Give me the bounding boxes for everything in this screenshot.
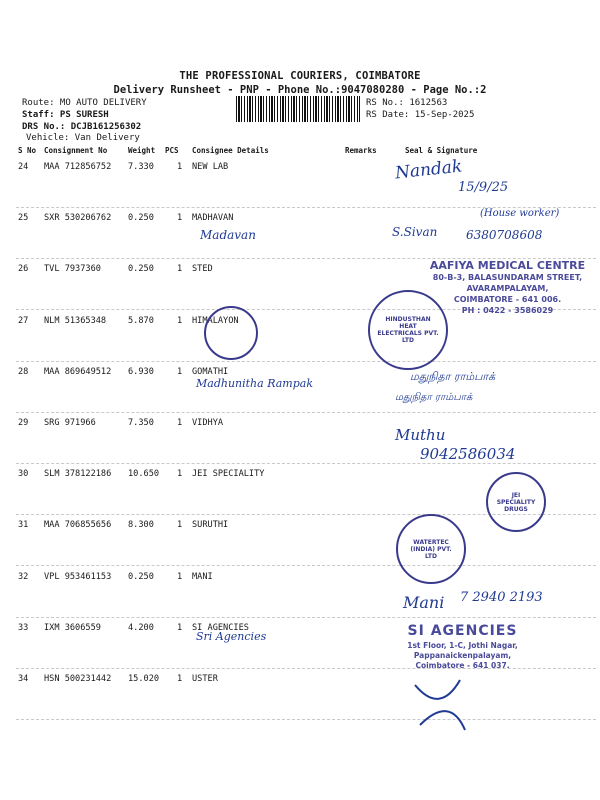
row-consignee: USTER (192, 674, 218, 684)
row-consignee: HIMALAYON (192, 315, 239, 326)
row-consignment: SLM 378122186 (44, 469, 112, 480)
row-weight: 5.870 (128, 315, 154, 326)
table-row (16, 668, 596, 720)
row-pcs: 1 (177, 622, 183, 633)
row-weight: 7.330 (128, 162, 154, 172)
barcode (236, 96, 360, 122)
row-weight: 6.930 (128, 366, 154, 377)
row-weight: 15.020 (128, 674, 160, 684)
rs-number: RS No.: 1612563 (366, 98, 448, 108)
aafiya-stamp-addr3: COIMBATORE - 641 006. (453, 295, 562, 304)
row-weight: 0.250 (128, 213, 154, 224)
si-stamp-addr2: Pappanaickenpalayam, (413, 651, 512, 660)
row-pcs: 1 (177, 520, 183, 531)
row-pcs: 1 (177, 469, 183, 480)
col-weight: Weight (128, 146, 156, 155)
company-title: THE PROFESSIONAL COURIERS, COIMBATORE (179, 70, 421, 82)
row-pcs: 1 (177, 674, 183, 684)
row29-name: Muthu (395, 426, 446, 444)
row-pcs: 1 (177, 571, 183, 582)
row28-name: Madhunitha Rampak (196, 377, 313, 390)
rs-date: RS Date: 15-Sep-2025 (366, 110, 475, 120)
col-seal-signature: Seal & Signature (405, 146, 478, 155)
row-sno: 28 (18, 366, 29, 377)
row32-phone: 7 2940 2193 (460, 590, 543, 605)
row25-name: Madavan (200, 228, 256, 242)
jei-stamp: JEI SPECIALITY DRUGS (486, 472, 546, 532)
row-consignee: STED (192, 264, 213, 275)
row-sno: 27 (18, 315, 29, 326)
row-consignment: MAA 706855656 (44, 520, 112, 531)
row27-seal (204, 306, 258, 360)
row-consignment: IXM 3606559 (44, 622, 101, 633)
row25-sign: S.Sivan (392, 225, 438, 239)
row-consignment: TVL 7937360 (44, 264, 101, 275)
row-consignment: HSN 500231442 (44, 674, 112, 684)
col-sno: S No (18, 146, 37, 155)
row-sno: 25 (18, 213, 29, 224)
row-pcs: 1 (177, 418, 183, 428)
row-weight: 8.300 (128, 520, 154, 531)
row-sno: 32 (18, 571, 29, 582)
row-weight: 10.650 (128, 469, 160, 480)
col-consignee: Consignee Details (192, 146, 269, 155)
row-pcs: 1 (177, 162, 183, 172)
row-sno: 24 (18, 162, 29, 172)
aafiya-stamp-addr1: 80-B-3, BALASUNDARAM STREET, (432, 273, 583, 282)
row-consignment: VPL 953461153 (44, 571, 112, 582)
row24-signature: Nandak (394, 156, 464, 184)
row-weight: 4.200 (128, 622, 154, 633)
row-consignee: SURUTHI (192, 520, 229, 531)
row-pcs: 1 (177, 366, 183, 377)
row29-phone: 9042586034 (420, 445, 516, 463)
row-weight: 0.250 (128, 571, 154, 582)
row-consignment: MAA 712856752 (44, 162, 112, 172)
row32-signature: Mani (403, 593, 445, 612)
col-pcs: PCS (165, 146, 179, 155)
row-consignment: NLM 51365348 (44, 315, 107, 326)
row-pcs: 1 (177, 264, 183, 275)
row-sno: 33 (18, 622, 29, 633)
row-pcs: 1 (177, 213, 183, 224)
hindusthan-stamp: HINDUSTHAN HEAT ELECTRICALS PVT. LTD (368, 290, 448, 370)
row-consignee: JEI SPECIALITY (192, 469, 265, 480)
si-stamp-name: SI AGENCIES (407, 623, 518, 639)
row-sno: 31 (18, 520, 29, 531)
watertec-stamp: WATERTEC (INDIA) PVT. LTD (396, 514, 466, 584)
row-consignee: GOMATHI (192, 366, 229, 377)
row-consignment: SXR 530206762 (44, 213, 112, 224)
col-remarks: Remarks (345, 146, 377, 155)
drs-label: DRS No.: DCJB161256302 (22, 122, 142, 132)
row25-note: (House worker) (480, 208, 560, 219)
row-consignee: NEW LAB (192, 162, 229, 172)
row-consignee: SI AGENCIES (192, 622, 249, 633)
runsheet-subtitle: Delivery Runsheet - PNP - Phone No.:9047080280 - Page No.:2 (113, 84, 487, 96)
row-sno: 30 (18, 469, 29, 480)
row-weight: 7.350 (128, 418, 154, 428)
table-row (16, 156, 596, 208)
table-row (16, 310, 596, 362)
staff-label: Staff: PS SURESH (22, 110, 109, 120)
vehicle-label: Vehicle: Van Delivery (26, 133, 140, 143)
row-sno: 34 (18, 674, 29, 684)
row-consignee: MANI (192, 571, 213, 582)
row34-signature-scribble (410, 675, 470, 735)
si-stamp-addr3: Coimbatore - 641 037. (415, 661, 510, 670)
route-label: Route: MO AUTO DELIVERY (22, 98, 147, 108)
si-stamp-addr1: 1st Floor, 1-C, Jothi Nagar, (407, 641, 518, 650)
row-sno: 29 (18, 418, 29, 428)
row-pcs: 1 (177, 315, 183, 326)
row-consignment: SRG 971966 (44, 418, 96, 428)
row25-phone: 6380708608 (466, 228, 543, 242)
row-sno: 26 (18, 264, 29, 275)
row28-tamil-1: மதுநிதா ராம்பாக் (410, 370, 496, 383)
row28-tamil-2: மதுநிதா ராம்பாக் (395, 392, 473, 403)
aafiya-stamp-name: AAFIYA MEDICAL CENTRE (429, 259, 586, 272)
row-weight: 0.250 (128, 264, 154, 275)
aafiya-stamp-addr2: AVARAMPALAYAM, (466, 284, 549, 293)
row33-name: Sri Agencies (196, 630, 267, 643)
row24-date: 15/9/25 (458, 180, 509, 195)
row-consignee: MADHAVAN (192, 213, 234, 224)
row-consignment: MAA 869649512 (44, 366, 112, 377)
row-consignee: VIDHYA (192, 418, 224, 428)
col-consignment: Consignment No (44, 146, 108, 155)
aafiya-stamp-phone: PH : 0422 - 3586029 (461, 306, 554, 315)
